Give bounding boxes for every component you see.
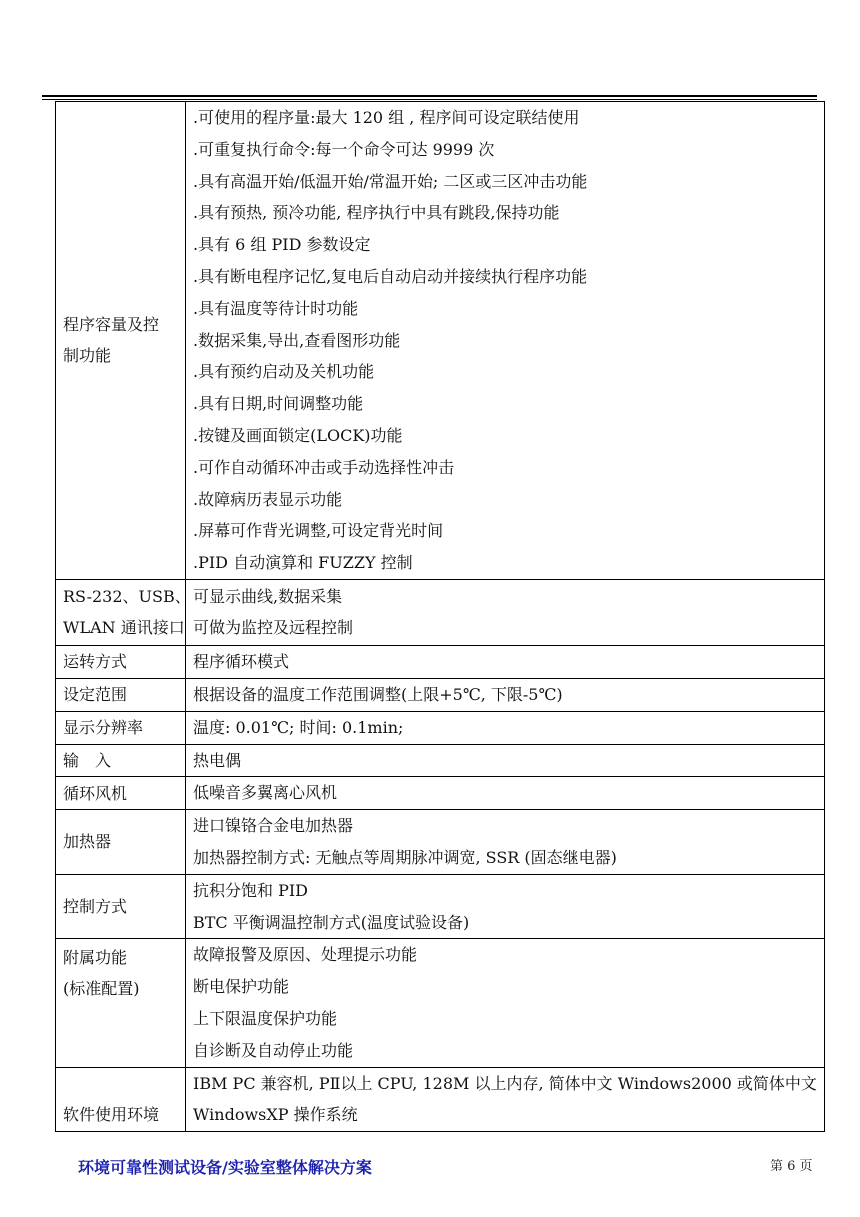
row-value-line: 可显示曲线,数据采集: [193, 586, 343, 606]
row-value-line: 故障报警及原因、处理提示功能: [193, 945, 418, 965]
table-row: [56, 579, 825, 645]
row-label-line: 运转方式: [63, 652, 128, 672]
row-value: [186, 810, 825, 875]
row-label-line: 设定范围: [63, 685, 128, 705]
row-value: [186, 102, 825, 580]
table-row: [56, 1067, 825, 1132]
row-value: [186, 939, 825, 1067]
row-label: [56, 939, 186, 1067]
footer-title: 环境可靠性测试设备/实验室整体解决方案: [78, 1158, 372, 1177]
table-row: [56, 810, 825, 875]
row-value-line: .可重复执行命令:每一个命令可达 9999 次: [193, 139, 495, 159]
row-value: [186, 744, 825, 777]
row-label-line: 加热器: [63, 832, 112, 852]
header-rule-thin: [42, 99, 817, 100]
row-value-line: IBM PC 兼容机, PⅡ以上 CPU, 128M 以上内存, 简体中文 Windows2000 或简体中文: [193, 1073, 817, 1093]
row-value-line: .故障病历表显示功能: [193, 489, 343, 509]
row-value-line: 根据设备的温度工作范围调整(上限+5℃, 下限-5℃): [193, 684, 563, 704]
row-label-line: 制功能: [63, 346, 112, 366]
row-value-line: 断电保护功能: [193, 977, 290, 997]
row-value: [186, 711, 825, 744]
row-value-line: WindowsXP 操作系统: [193, 1105, 358, 1125]
table-row: [56, 102, 825, 580]
table-row: [56, 645, 825, 678]
row-label-line: 循环风机: [63, 783, 128, 803]
row-label: [56, 102, 186, 580]
row-value: [186, 645, 825, 678]
row-value-line: .具有高温开始/低温开始/常温开始; 二区或三区冲击功能: [193, 171, 588, 191]
table-row: [56, 939, 825, 1067]
header-rule: [42, 95, 817, 97]
row-label-line: 程序容量及控: [63, 315, 160, 335]
row-value-line: 加热器控制方式: 无触点等周期脉冲调宽, SSR (固态继电器): [193, 847, 617, 867]
row-value-line: 自诊断及自动停止功能: [193, 1040, 354, 1060]
row-label-line: WLAN 通讯接口: [63, 618, 185, 638]
row-label-line: 输 入: [63, 750, 112, 770]
row-label: [56, 678, 186, 711]
row-value-line: .数据采集,导出,查看图形功能: [193, 330, 401, 350]
row-label-line: (标准配置): [63, 979, 140, 999]
row-label-line: 软件使用环境: [63, 1105, 160, 1125]
table-row: [56, 777, 825, 810]
row-value-line: 可做为监控及远程控制: [193, 618, 354, 638]
table-row: [56, 874, 825, 939]
row-value-line: .可使用的程序量:最大 120 组 , 程序间可设定联结使用: [193, 108, 580, 127]
row-value-line: 进口镍铬合金电加热器: [193, 816, 354, 836]
row-value-line: .具有预约启动及关机功能: [193, 362, 375, 382]
row-value-line: 热电偶: [193, 750, 242, 770]
spec-table: [55, 101, 825, 1132]
row-label: [56, 777, 186, 810]
row-label-line: 附属功能: [63, 948, 128, 968]
row-label-line: 显示分辨率: [63, 718, 144, 738]
row-value: [186, 1067, 825, 1132]
table-row: [56, 678, 825, 711]
table-row: [56, 711, 825, 744]
row-value-line: 温度: 0.01℃; 时间: 0.1min;: [193, 717, 404, 737]
row-label: [56, 810, 186, 875]
row-label: [56, 711, 186, 744]
row-value-line: 程序循环模式: [193, 651, 290, 671]
row-value-line: .屏幕可作背光调整,可设定背光时间: [193, 521, 444, 541]
row-label: [56, 874, 186, 939]
row-value-line: .具有 6 组 PID 参数设定: [193, 235, 371, 255]
row-value: [186, 579, 825, 645]
row-label: [56, 645, 186, 678]
row-label: [56, 1067, 186, 1132]
row-label-line: 控制方式: [63, 897, 128, 917]
table-row: [56, 744, 825, 777]
row-value-line: 抗积分饱和 PID: [193, 880, 309, 900]
row-value-line: BTC 平衡调温控制方式(温度试验设备): [193, 912, 470, 932]
row-value: [186, 874, 825, 939]
row-value-line: .具有温度等待计时功能: [193, 298, 359, 318]
row-value: [186, 777, 825, 810]
row-value-line: .具有日期,时间调整功能: [193, 394, 364, 414]
row-value-line: 低噪音多翼离心风机: [193, 783, 338, 803]
row-label: [56, 579, 191, 645]
row-value-line: 上下限温度保护功能: [193, 1008, 338, 1028]
row-value: [186, 678, 825, 711]
row-label: [56, 744, 186, 777]
row-value-line: .按键及画面锁定(LOCK)功能: [193, 425, 403, 445]
row-value-line: .具有预热, 预冷功能, 程序执行中具有跳段,保持功能: [193, 203, 560, 223]
page-number: 第 6 页: [770, 1159, 813, 1174]
row-value-line: .可作自动循环冲击或手动选择性冲击: [193, 457, 455, 477]
row-value-line: .具有断电程序记忆,复电后自动启动并接续执行程序功能: [193, 266, 588, 286]
row-label-line: RS-232、USB、: [63, 587, 191, 607]
row-value-line: .PID 自动演算和 FUZZY 控制: [193, 553, 413, 573]
